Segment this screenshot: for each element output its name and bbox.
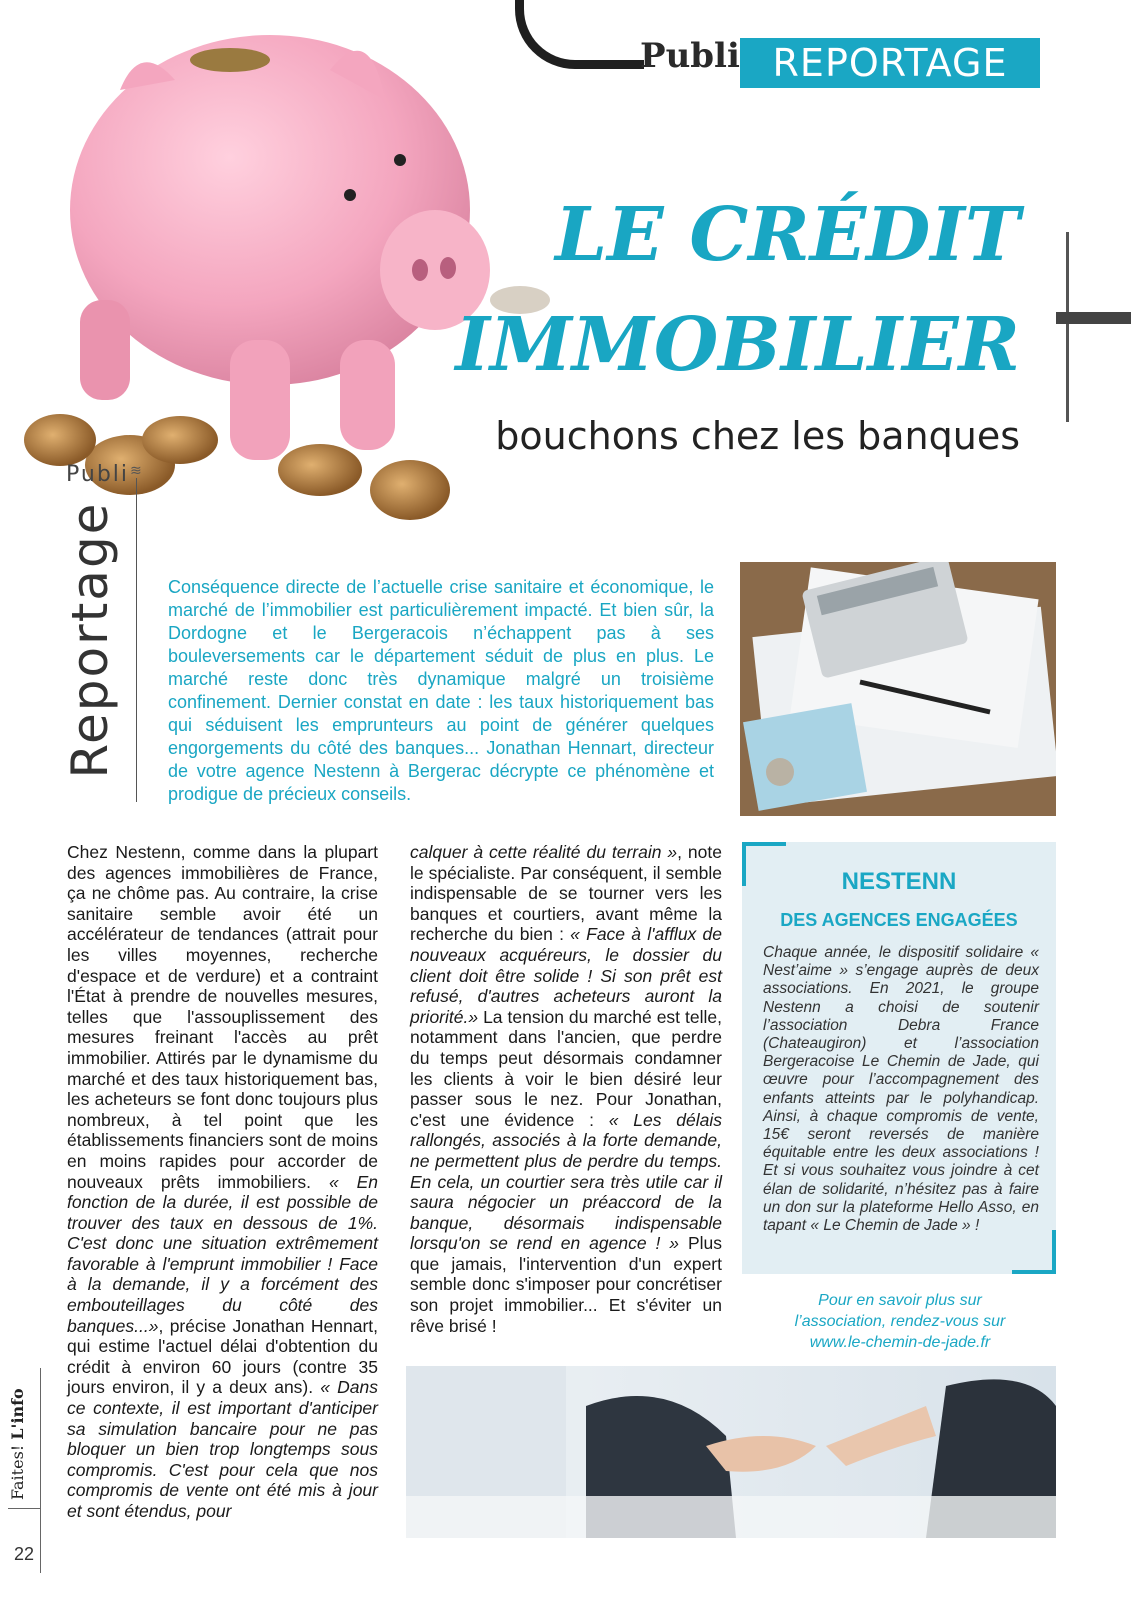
col2-text-1: , note le spécialiste. Par conséquent, il semble indispensable de se tourner vers les banques et courtiers, avant même la recherche du bien : <box>410 842 722 945</box>
box-link-block <box>760 1290 1040 1353</box>
footer-brand-info: L'info <box>8 1388 27 1440</box>
side-publi-label: Publi <box>66 462 130 487</box>
intro-paragraph: Conséquence directe de l’actuelle crise sanitaire et économique, le marché de l’immobilier est particulièrement impacté. Et bien sûr, la Dordogne et le Bergeracois n’échappent pas à ses bouleversements car le département séduit de plus en plus. Le marché reste donc très dynamique malgré un troisième confinement. Dernier constat en date : les taux historiquement bas qui séduisent les emprunteurs au point de générer quelques engorgements du côté des banques... Jonathan Hennart, directeur de votre agence Nestenn à Bergerac décrypte ce phénomène et prodigue de précieux conseils. <box>168 577 714 804</box>
col1-text-2: , précise Jonathan Hennart, qui estime l'actuel délai d'obtention du crédit à environ 60 jours (contre 35 jours environ, il y a deux ans). <box>67 1315 378 1398</box>
article-column-2 <box>410 842 722 1336</box>
col1-quote-2: « Dans ce contexte, il est important d'anticiper sa simulation bancaire pour ne pas bloquer un bien trop longtemps sous compromis. C'est pour cela que nos compromis de vente ont été mis à jour et sont étendus, pour <box>67 1377 378 1521</box>
subtitle: bouchons chez les banques <box>495 414 1020 458</box>
footer-brand <box>8 1388 27 1500</box>
col2-text-2: La tension du marché est telle, notamment dans l'ancien, que perdre du temps peut désormais condamner les clients à voir le bien désiré leur passer sous le nez. Pour Jonathan, c'est une évidence : <box>410 1006 722 1130</box>
box-link-line-2: l’association, rendez-vous sur <box>794 1313 1006 1330</box>
title-line-1: LE CRÉDIT <box>555 192 1020 278</box>
header-reportage-badge: REPORTAGE <box>740 38 1040 88</box>
side-reportage-label: Reportage <box>61 501 119 779</box>
col1-quote-1: « En fonction de la durée, il est possible de trouver des taux en dessous de 1%. C'est donc une situation extrêmement favorable à l'emprunt immobilier ! Face à la demande, il y a forcément des embouteillages du côté des banques...» <box>67 1171 379 1336</box>
right-vertical-rule <box>1066 232 1069 422</box>
col2-quote-2: « Face à l'afflux de nouveaux acquéreurs, le dossier du client doit être solide ! Si son prêt est refusé, d'autres acheteurs auront la priorité.» <box>410 924 722 1027</box>
box-link-line-1: Pour en savoir plus sur <box>818 1292 982 1309</box>
col1-text-1: Chez Nestenn, comme dans la plupart des agences immobilières de France, ça ne chôme pas. Au contraire, la crise sanitaire semble avoir été un accélérateur de tendances (attrait pour les villes moyennes, recherche d'espace et de verdure) et a contraint l'État à prendre de nouvelles mesures, telles que l'assouplissement des mesures freinant l'accès au prêt immobilier. Attirés par le dynamisme du marché et des taux historiquement bas, les acheteurs se font donc toujours plus nombreux, à tel point que les établissements financiers sont de moins en moins rapides pour accorder de nouveaux prêts immobiliers. <box>67 842 378 1192</box>
box-link-url[interactable]: www.le-chemin-de-jade.fr <box>809 1334 991 1351</box>
article-column-1 <box>67 842 378 1522</box>
footer-horizontal-rule <box>8 1508 40 1509</box>
page-number: 22 <box>14 1544 35 1564</box>
header-publi: Publi <box>640 36 740 76</box>
box-bracket-top-left-h <box>742 842 786 846</box>
box-bracket-bottom-right-h <box>1012 1270 1056 1274</box>
col2-quote-3: « Les délais rallongés, associés à la forte demande, ne permettent plus de perdre du temps. En cela, un courtier sera très utile car il saura négocier un préaccord de la banque, désormais indispensable lorsqu'on se rend en agence ! » <box>410 1109 722 1254</box>
box-bracket-bottom-right <box>1052 1230 1056 1274</box>
title-line-2: IMMOBILIER <box>455 302 1020 388</box>
handshake-image <box>406 1366 1056 1538</box>
box-subtitle: DES AGENCES ENGAGÉES <box>780 910 1018 930</box>
side-vertical-rule <box>136 478 137 802</box>
box-title: NESTENN <box>841 868 957 895</box>
right-horizontal-rule <box>1056 312 1131 324</box>
footer-brand-name: Faites! <box>8 1444 27 1500</box>
calculator-documents-image <box>740 562 1056 816</box>
side-wave-icon: ≋ <box>130 462 142 478</box>
footer-vertical-rule <box>40 1368 41 1573</box>
box-text: Chaque année, le dispositif solidaire « Nest’aime » s’engage auprès de deux associations. En 2021, le groupe Nestenn a choisi de soutenir l’association Debra France (Chateaugiron) et l’association Bergeracoise Le Chemin de Jade, qui œuvre pour l’accompagnement des enfants atteints par le polyhandicap. Ainsi, à chaque compromis de vente, 15€ seront reversés de manière équitable entre les deux associations ! Et si vous souhaitez vous joindre à cet élan de solidarité, n’hésitez pas à faire un don sur la plateforme Hello Asso, en tapant « Le Chemin de Jade » ! <box>763 944 1039 1235</box>
col2-text-3: Plus que jamais, l'intervention d'un expert semble donc s'imposer pour concrétiser son projet immobilier... Et s'éviter un rêve brisé ! <box>410 1233 723 1336</box>
col2-quote-1: calquer à cette réalité du terrain » <box>410 842 678 862</box>
